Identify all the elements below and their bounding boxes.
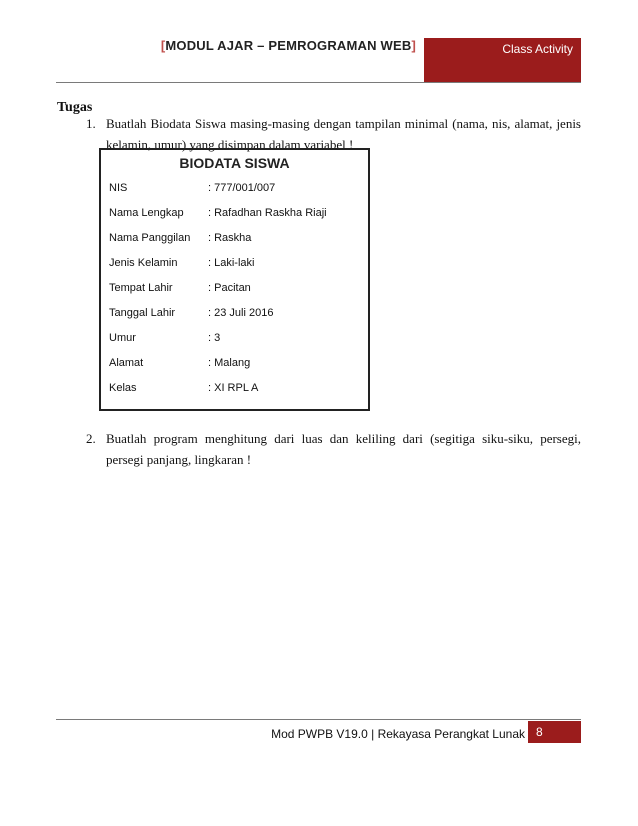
header-title: [0, 38, 424, 53]
biodata-value: : XI RPL A: [208, 382, 259, 394]
biodata-label: Nama Lengkap: [109, 207, 184, 219]
biodata-box: [99, 148, 370, 411]
biodata-label: Umur: [109, 332, 136, 344]
biodata-value: : Pacitan: [208, 282, 251, 294]
biodata-label: Tempat Lahir: [109, 282, 173, 294]
task-item-2: [86, 428, 581, 470]
header-title-text: MODUL AJAR – PEMROGRAMAN WEB: [165, 38, 412, 53]
biodata-value: : Raskha: [208, 232, 252, 244]
task-number: 1.: [86, 116, 96, 131]
biodata-title: BIODATA SISWA: [179, 155, 290, 171]
biodata-value: : Laki-laki: [208, 257, 255, 269]
biodata-label: Alamat: [109, 357, 144, 369]
biodata-value: : 777/001/007: [208, 182, 276, 194]
biodata-value: : Malang: [208, 357, 251, 369]
biodata-value: : 3: [208, 332, 221, 344]
task-number: 2.: [86, 431, 96, 446]
header-tag: Class Activity: [502, 42, 573, 56]
biodata-label: Kelas: [109, 382, 137, 394]
biodata-value: : 23 Juli 2016: [208, 307, 274, 319]
header-bracket-open: [: [160, 38, 166, 53]
header-tag-box: [424, 38, 581, 82]
biodata-label: Tanggal Lahir: [109, 307, 176, 319]
page-number: 8: [536, 725, 543, 739]
biodata-label: NIS: [109, 182, 128, 194]
biodata-label: Nama Panggilan: [109, 232, 191, 244]
page-number-box: [528, 721, 581, 743]
header-divider: [56, 82, 581, 83]
footer-text: Mod PWPB V19.0 | Rekayasa Perangkat Lunak: [271, 727, 525, 741]
header-bracket-close: ]: [411, 38, 416, 53]
biodata-value: : Rafadhan Raskha Riaji: [208, 207, 327, 219]
section-title: Tugas: [57, 100, 93, 115]
task-text: Buatlah Biodata Siswa masing-masing dengan tampilan minimal (nama, nis, alamat, jenis kelamin, umur) yang disimpan dalam variabel !: [106, 116, 581, 152]
task-text: Buatlah program menghitung dari luas dan keliling dari (segitiga siku-siku, persegi, persegi panjang, lingkaran !: [106, 431, 581, 467]
footer-divider: [56, 719, 581, 720]
biodata-label: Jenis Kelamin: [109, 257, 178, 269]
